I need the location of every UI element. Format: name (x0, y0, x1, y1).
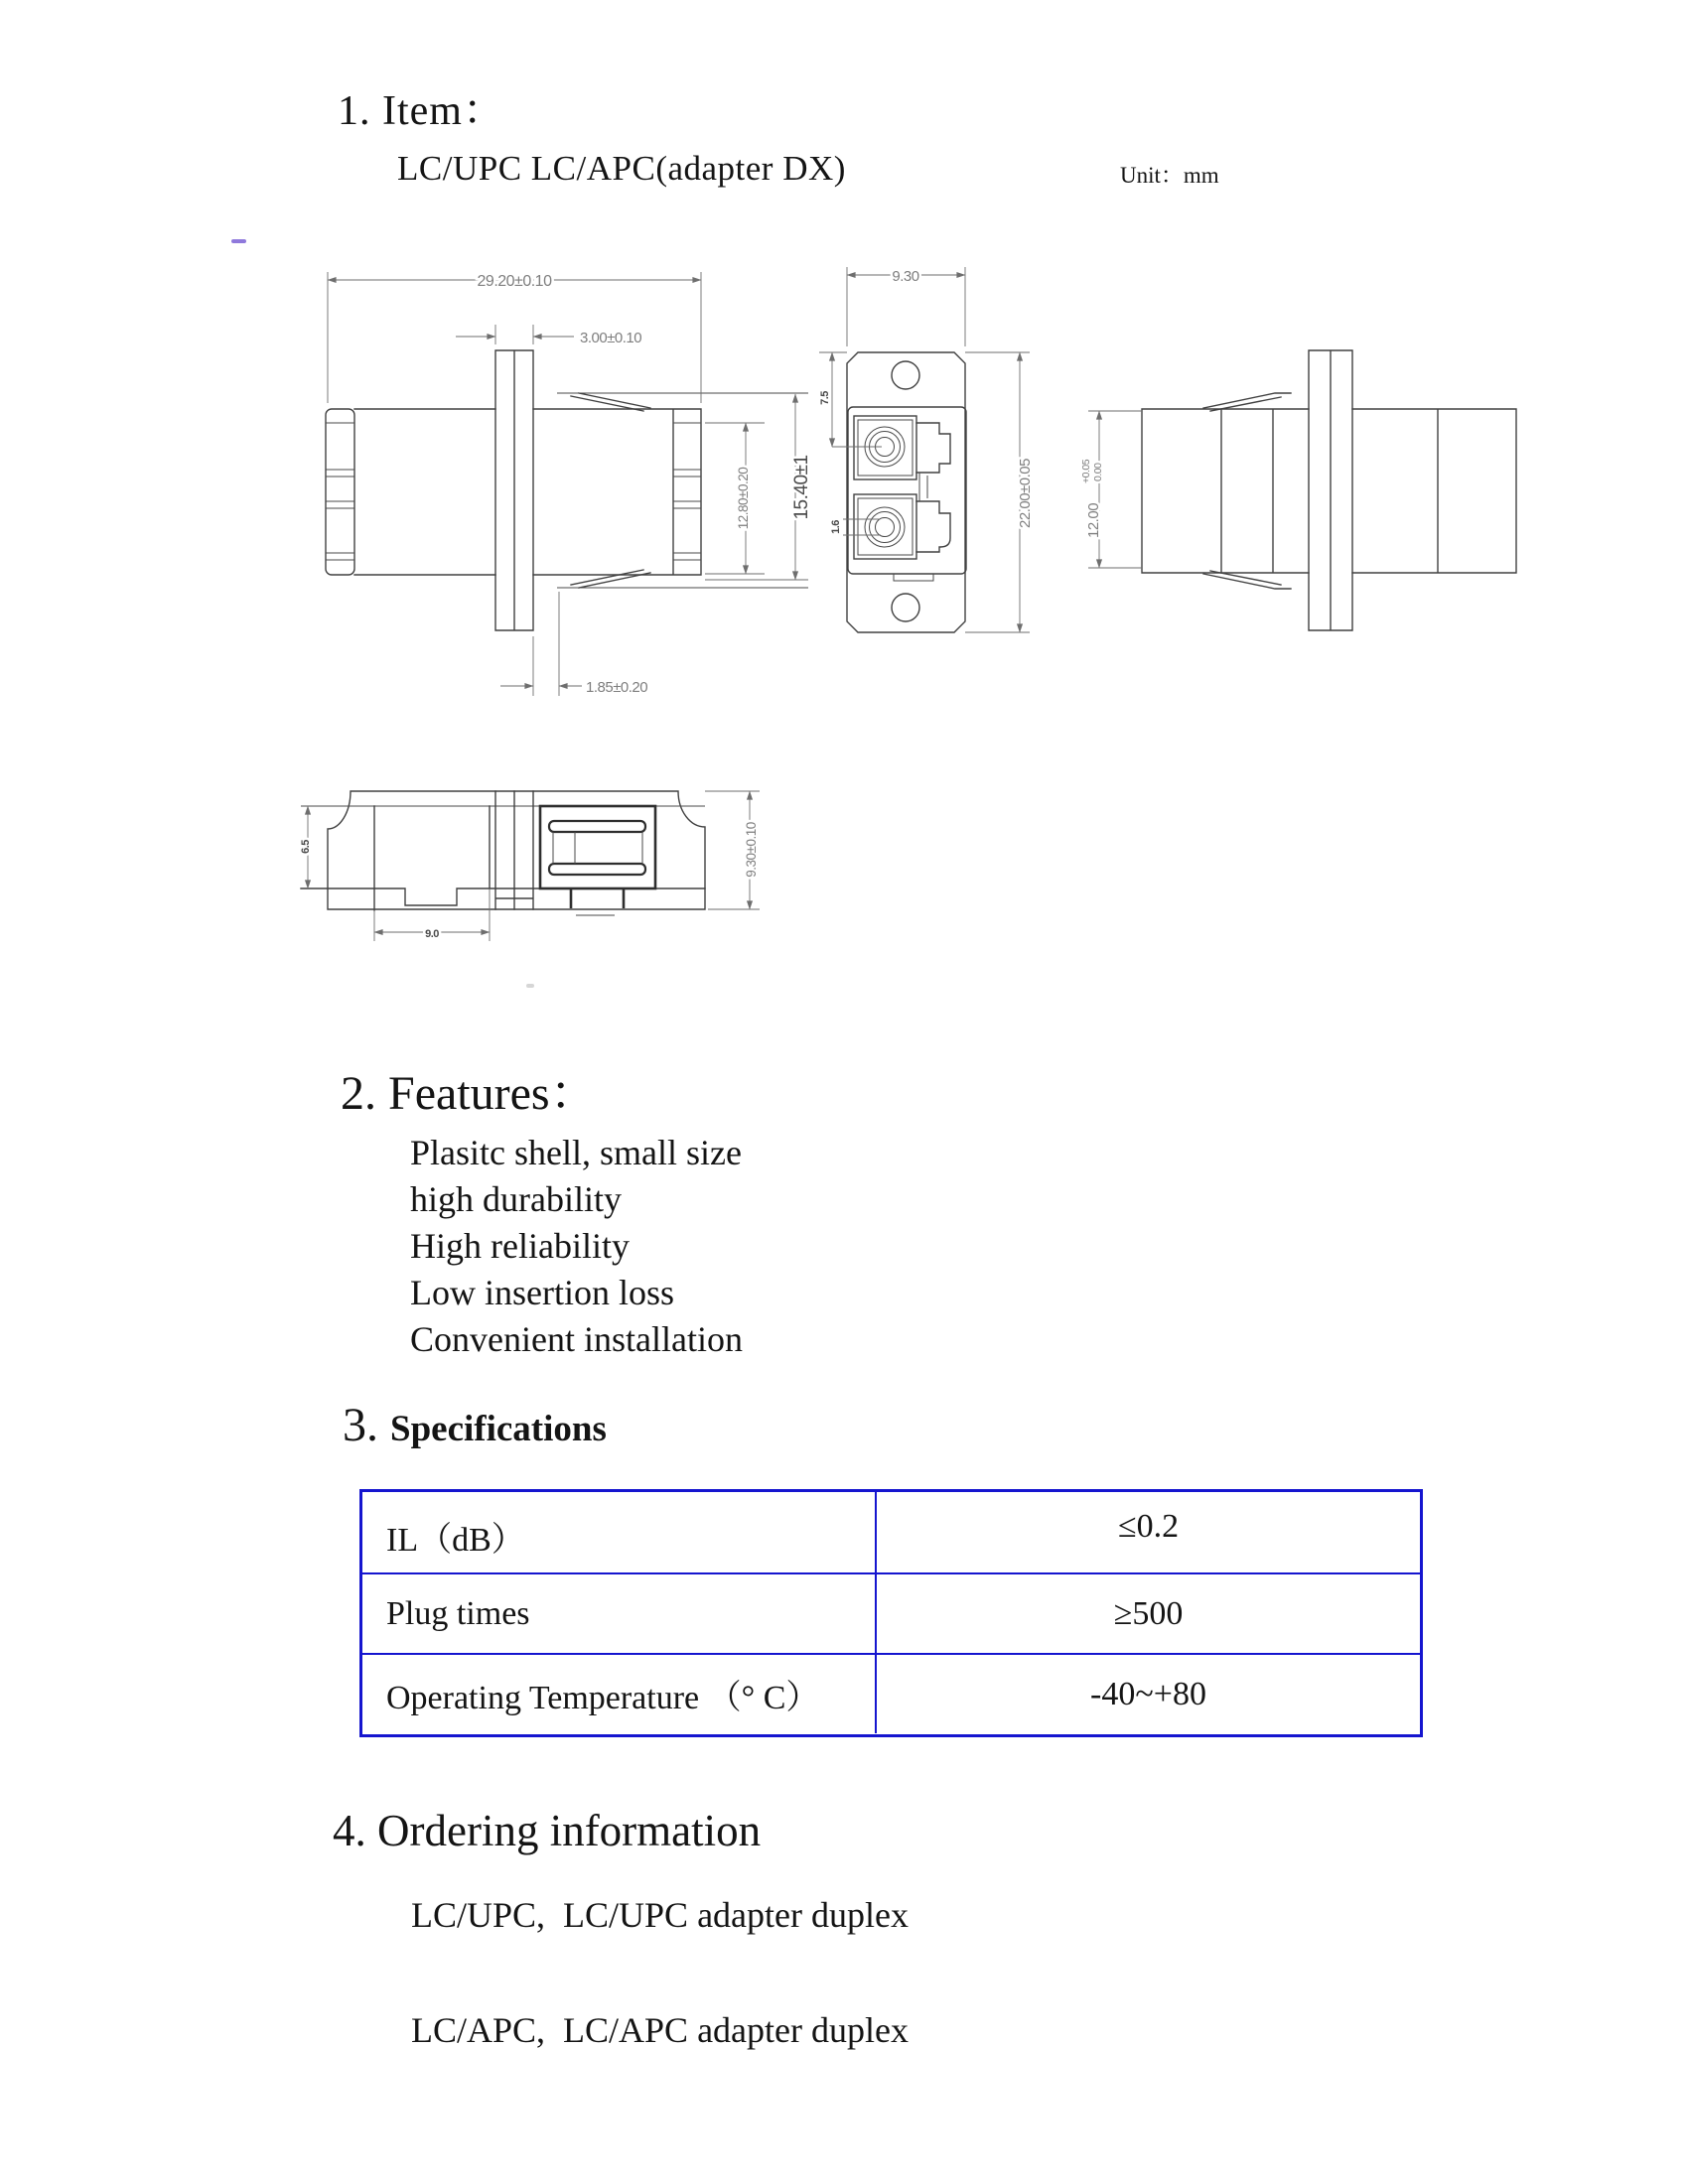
top-view-dimensions (300, 791, 760, 941)
dim-label-top-depth: 6.5 (300, 840, 312, 854)
section1-heading: 1. Item： (338, 88, 505, 134)
dim-label-top-width: 9.0 (425, 928, 439, 940)
feature-item: Plasitc shell, small size (410, 1133, 742, 1172)
front-view-drawing (847, 352, 966, 632)
product-title: LC/UPC LC/APC(adapter DX) (397, 149, 846, 188)
dim-label-front-hole-offset: 7.5 (819, 391, 831, 405)
feature-item: Convenient installation (410, 1319, 743, 1359)
technical-drawings (238, 248, 1549, 1003)
ordering-item: LC/UPC, LC/UPC adapter duplex (411, 1895, 909, 1935)
stray-pen-mark (231, 239, 246, 243)
end-view-drawing (1142, 350, 1516, 630)
side-view-dimensions (328, 272, 812, 696)
dim-label-top-height: 9.30±0.10 (744, 822, 759, 878)
spec-label-plug-times: Plug times (362, 1574, 877, 1653)
spec-value-il: ≤0.2 (1117, 1508, 1180, 1545)
dim-label-end-tol-upper: +0.05 (1080, 459, 1092, 483)
dim-label-end-tol-lower: 0.00 (1092, 463, 1104, 481)
dim-label-side-flange: 3.00±0.10 (580, 330, 642, 346)
feature-item: Low insertion loss (410, 1273, 674, 1312)
dim-label-front-bore: 1.6 (830, 520, 842, 534)
spec-value-plug-times: ≥500 (1113, 1594, 1184, 1632)
dim-label-side-offset: 1.85±0.20 (586, 679, 648, 696)
spec-label-operating-temperature: Operating Temperature （° C） (362, 1655, 877, 1733)
table-row (362, 1653, 1420, 1733)
features-list (410, 1130, 743, 1363)
end-view-dimensions (1080, 411, 1142, 568)
feature-item: High reliability (410, 1226, 630, 1266)
dim-label-side-width: 29.20±0.10 (477, 273, 552, 290)
table-row (362, 1572, 1420, 1653)
dim-label-front-height: 22.00±0.05 (1017, 459, 1034, 528)
top-view-drawing (301, 791, 705, 915)
dim-label-end-value: 12.00 (1085, 502, 1102, 538)
specifications-heading (343, 1398, 607, 1452)
dim-label-side-inner-height: 12.80±0.20 (736, 467, 751, 530)
ordering-heading: 4. Ordering information (333, 1806, 762, 1855)
specifications-heading-number: 3. (343, 1399, 378, 1451)
specifications-table (359, 1489, 1423, 1737)
unit-label: Unit：mm (1120, 163, 1219, 188)
ordering-item: LC/APC, LC/APC adapter duplex (411, 2010, 909, 2050)
spec-label-il: IL（dB） (362, 1492, 877, 1572)
front-view-dimensions (819, 267, 1034, 632)
spec-value-operating-temperature: -40~+80 (1090, 1675, 1206, 1712)
dim-label-front-width: 9.30 (892, 268, 919, 285)
feature-item: high durability (410, 1179, 622, 1219)
features-heading: 2. Features： (341, 1067, 598, 1120)
dim-label-side-outer-height: 15.40±1 (791, 455, 812, 520)
specifications-heading-text: Specifications (390, 1409, 607, 1449)
table-row (362, 1492, 1420, 1572)
